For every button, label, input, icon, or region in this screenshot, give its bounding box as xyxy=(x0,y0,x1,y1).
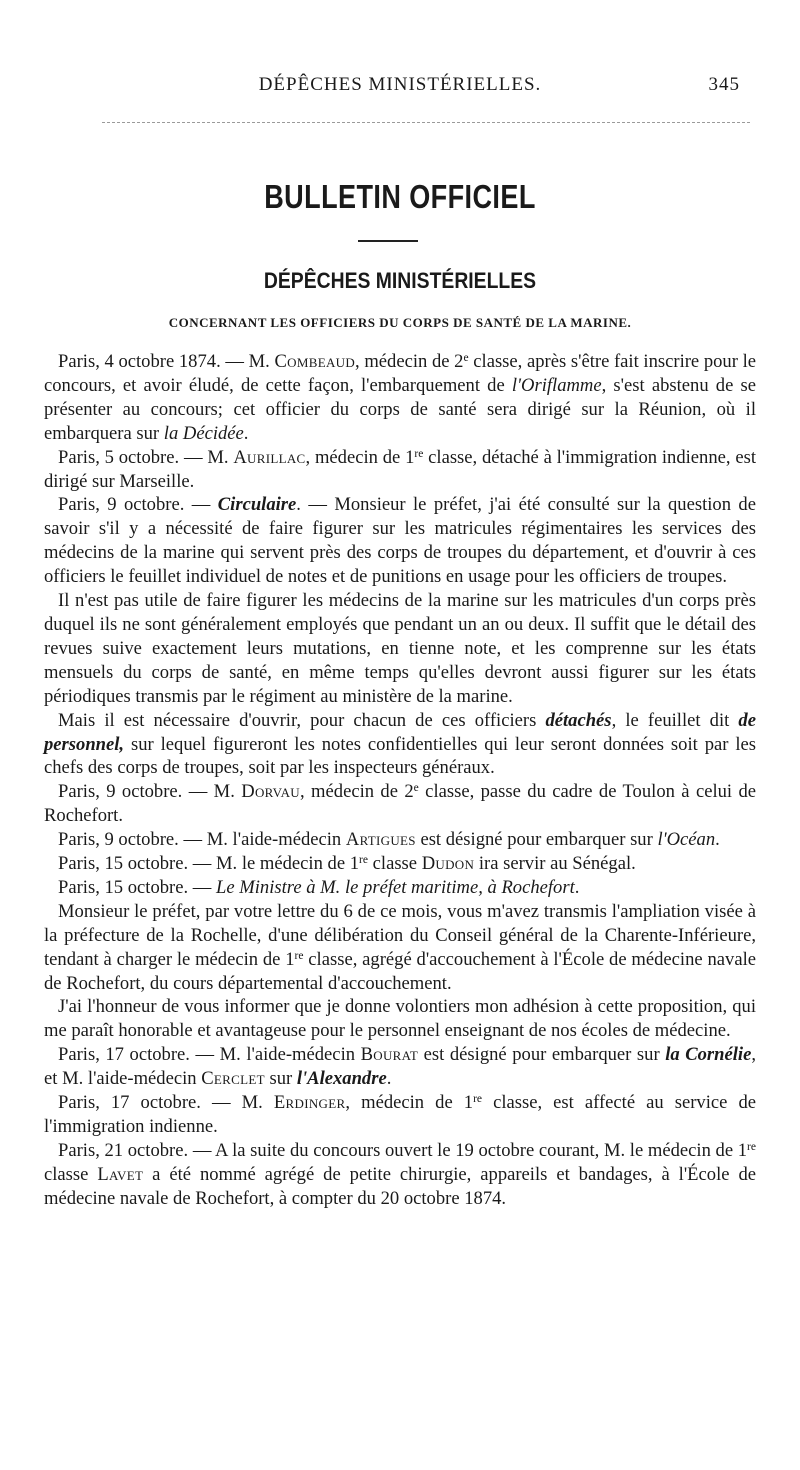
paragraph-dudon: Paris, 15 octobre. — M. le médecin de 1re classe Dudon ira servir au Sénégal. xyxy=(58,853,636,875)
title-rule xyxy=(358,240,418,242)
paragraph-matricules: Il n'est pas utile de faire figurer les médecins de la marine sur les matricules d'un corps près duquel ils ne sont généralement employés que pendant un an ou deux. Il suffit que le détail des revues suive exactement leurs mutations, en tienne note, et les comprenne sur les états mensuels du corps de santé, en même temps qu'elles devront aussi figurer sur les états périodiques transmis par le régiment au ministère de la marine. xyxy=(44,590,756,707)
ship-name: l'Oriflamme xyxy=(511,374,602,396)
paragraph-feuillet: Mais il est nécessaire d'ouvrir, pour chacun de ces officiers détachés, le feuillet dit de personnel, sur lequel figureront les notes confidentielles qui leur seront données soit par les chefs des corps de troupes, soit par les inspecteurs généraux. xyxy=(44,709,756,779)
paragraph-erdinger: Paris, 17 octobre. — M. Erdinger, médecin de 1re classe, est affecté au service de l'immigration indienne. xyxy=(44,1092,756,1137)
section-title: DÉPÊCHES MINISTÉRIELLES xyxy=(263,268,537,293)
letter-address: Le Ministre à M. le préfet maritime, à Rochefort xyxy=(216,876,575,898)
paragraph-dorvau: Paris, 9 octobre. — M. Dorvau, médecin de 2e classe, passe du cadre de Toulon à celui de Rochefort. xyxy=(44,781,757,827)
officer-name: Combeaud xyxy=(274,351,356,372)
officer-name: Artigues xyxy=(345,829,416,851)
paragraph-circulaire: Paris, 9 octobre. — Circulaire. — Monsieur le préfet, j'ai été consulté sur la question de savoir s'il y a nécessité de faire figurer sur les matricules régimentaires les services des médecins de la marine qui servent près des corps de troupes du département, et d'ouvrir à ces officiers le feuillet individuel de notes et de punitions en usage pour les officiers de troupes. xyxy=(44,494,756,588)
header-rule xyxy=(102,122,750,123)
bulletin-title: BULLETIN OFFICIEL xyxy=(264,178,536,215)
ship-name: la Cornélie xyxy=(665,1044,752,1066)
running-title: DÉPÊCHES MINISTÉRIELLES. xyxy=(258,74,542,95)
paragraph-ampliation: Monsieur le préfet, par votre lettre du 6 de ce mois, vous m'avez transmis l'ampliation visée à la préfecture de la Rochelle, d'une délibération du Conseil général de la Charente-Inférieure, tendant à charger le médecin de 1re classe, agrégé d'accouchement à l'École de médecine navale de Rochefort, du cours départemental d'accouchement. xyxy=(44,900,756,994)
paragraph-aurillac: Paris, 5 octobre. — M. Aurillac, médecin de 1re classe, détaché à l'immigration indienne, est dirigé sur Marseille. xyxy=(44,446,756,492)
circulaire-label: Circulaire xyxy=(217,494,297,516)
officer-name: Bourat xyxy=(360,1044,419,1066)
body-text xyxy=(44,350,756,1211)
officer-name: Aurillac xyxy=(233,446,306,468)
paragraph-adhesion: J'ai l'honneur de vous informer que je donne volontiers mon adhésion à cette proposition, qui me paraît honorable et avantageuse pour le personnel enseignant de nos écoles de médecine. xyxy=(44,996,756,1042)
officer-name: Cerclet xyxy=(201,1068,265,1090)
emphasis-detaches: détachés xyxy=(545,709,612,731)
paragraph-bourat: Paris, 17 octobre. — M. l'aide-médecin Bourat est désigné pour embarquer sur la Cornélie, et M. l'aide-médecin Cerclet sur l'Alexandre. xyxy=(44,1044,756,1090)
emphasis-personnel: de personnel, xyxy=(44,709,756,755)
paragraph-artigues: Paris, 9 octobre. — M. l'aide-médecin Artigues est désigné pour embarquer sur l'Océan. xyxy=(58,829,720,851)
officer-name: Dudon xyxy=(421,853,475,875)
paragraph-combeaud: Paris, 4 octobre 1874. — M. Combeaud, médecin de 2e classe, après s'être fait inscrire pour le concours, et avoir éludé, de cette façon, l'embarquement de l'Oriflamme, s'est abstenu de se présenter au concours; cet officier du corps de santé sera dirigé sur la Réunion, où il embarquera sur la Décidée. xyxy=(44,351,757,444)
ship-name: la Décidée xyxy=(163,422,244,444)
officer-name: Lavet xyxy=(97,1163,144,1185)
paragraph-lavet: Paris, 21 octobre. — A la suite du concours ouvert le 19 octobre courant, M. le médecin de 1re classe Lavet a été nommé agrégé de petite chirurgie, appareils et bandages, à l'École de médecine navale de Rochefort, à compter du 20 octobre 1874. xyxy=(44,1139,756,1209)
officer-name: Erdinger xyxy=(273,1092,346,1114)
ship-name: l'Alexandre xyxy=(296,1068,387,1090)
ship-name: l'Océan xyxy=(657,829,716,851)
officer-name: Dorvau xyxy=(241,781,301,803)
page-number: 345 xyxy=(708,74,740,95)
section-subtitle: CONCERNANT LES OFFICIERS DU CORPS DE SANTÉ DE LA MARINE. xyxy=(168,315,632,330)
paragraph-ministre-header: Paris, 15 octobre. — Le Ministre à M. le préfet maritime, à Rochefort. xyxy=(58,876,580,898)
